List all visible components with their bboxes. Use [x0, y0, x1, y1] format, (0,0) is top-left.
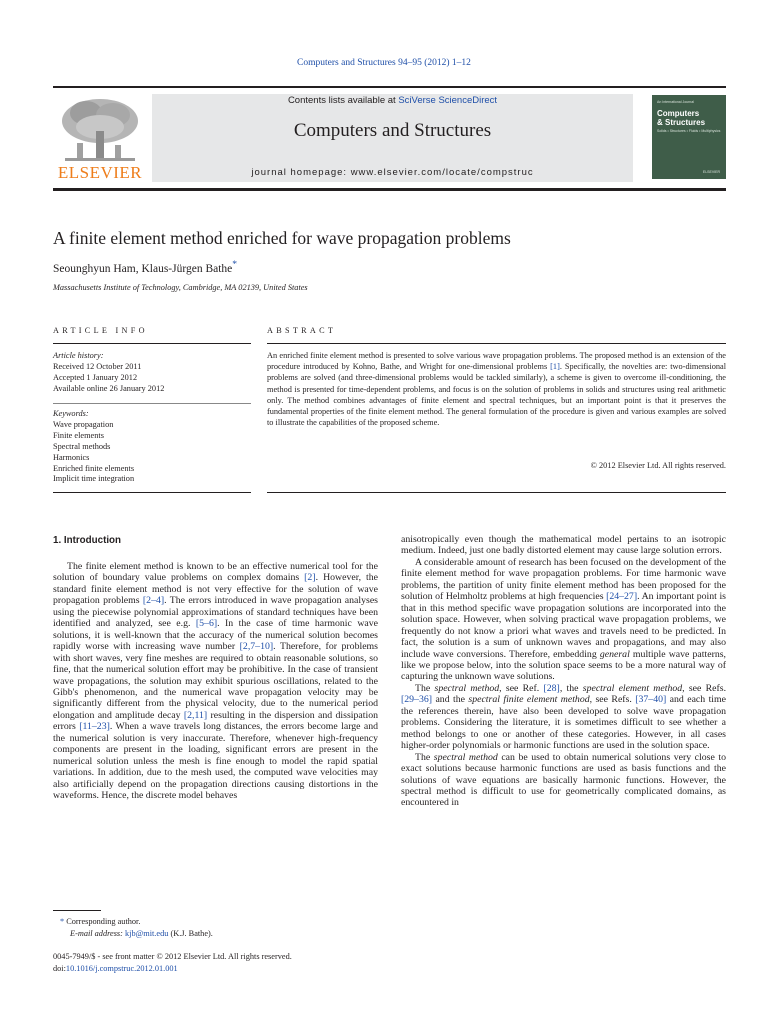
paragraph: [401, 752, 726, 809]
emphasis: spectral element method: [582, 682, 683, 694]
citation-link[interactable]: [2]: [304, 572, 316, 584]
cover-publisher: ELSEVIER: [702, 170, 720, 174]
email-suffix: (K.J. Bathe).: [168, 928, 213, 938]
citation-link[interactable]: [5–6]: [195, 618, 218, 630]
paragraph: [401, 534, 726, 557]
emphasis: spectral method: [433, 751, 498, 763]
doi-link[interactable]: 10.1016/j.compstruc.2012.01.001: [65, 963, 178, 973]
text-run: A considerable amount of research has been focused on the development of the finite element method for wave propagation problems. For time harmonic wave problems, the partition of unity finite element method has been proposed for the solution of Helmholtz problems at high frequencies: [401, 556, 726, 603]
article-title: A finite element method enriched for wave propagation problems: [53, 228, 511, 248]
text-run: The finite element method is known to be an effective numerical tool for the solution of boundary value problems on complex domains: [53, 561, 378, 584]
contents-prefix: Contents lists available at: [287, 95, 399, 106]
abstract-copyright: © 2012 Elsevier Ltd. All rights reserved.: [590, 461, 726, 470]
citation-link[interactable]: [24–27]: [606, 591, 638, 603]
issn-line: 0045-7949/$ - see front matter © 2012 Elsevier Ltd. All rights reserved.: [53, 952, 292, 961]
contents-line: [152, 95, 633, 106]
email-link[interactable]: kjb@mit.edu: [125, 928, 169, 938]
text-run: The: [415, 751, 434, 763]
footnote-mark: *: [60, 917, 65, 926]
doi-prefix: doi:: [53, 963, 66, 973]
text-run: , the: [559, 682, 583, 694]
emphasis: general: [599, 648, 630, 660]
cover-tagline: An International Journal: [657, 100, 694, 104]
text-run: multiple wave patterns, like we propose below, into the solution space seems to be a more natural way of capturing the unknown wave solutions.: [401, 648, 726, 683]
masthead-bottom-rule: [53, 188, 726, 191]
abstract-bottom-rule: [267, 492, 726, 493]
history-received: Received 12 October 2011: [53, 361, 142, 371]
history-accepted: Accepted 1 January 2012: [53, 372, 138, 382]
abstract-text: [267, 350, 726, 428]
text-run: . The errors introduced in wave propagation analyses using the piecewise polynomial approximations of standard techniques have been identified and analyzed, see e.g.: [53, 595, 378, 630]
history-label: Article history:: [53, 351, 104, 360]
cover-title-line1: Computers: [657, 109, 700, 118]
journal-homepage[interactable]: journal homepage: www.elsevier.com/locate/compstruc: [251, 167, 534, 178]
citation-link[interactable]: [37–40]: [635, 694, 667, 706]
text-run: , see Ref.: [499, 682, 544, 694]
text-run: and the: [432, 694, 469, 706]
history-online: Available online 26 January 2012: [53, 383, 165, 393]
cover-subtitle: Solids • Structures • Fluids • Multiphysics: [657, 129, 721, 133]
elsevier-wordmark: ELSEVIER: [57, 163, 143, 182]
article-info-bottom-rule: [53, 492, 251, 493]
cover-title: [657, 109, 705, 127]
email-label: E-mail address:: [70, 928, 125, 938]
abstract-heading: ABSTRACT: [267, 326, 337, 335]
text-run: . In the case of time harmonic wave solutions, it is well-known that the accuracy of the numerical solution becomes rapidly worse with increasing wave number: [53, 618, 378, 653]
keyword-item: Finite elements: [53, 430, 104, 440]
citation-link[interactable]: [2,11]: [183, 709, 208, 721]
keyword-item: Enriched finite elements: [53, 463, 135, 473]
footnote-rule: [53, 910, 101, 911]
keywords-label: Keywords:: [53, 409, 89, 418]
citation-link[interactable]: [2–4]: [142, 595, 165, 607]
emphasis: spectral method: [434, 682, 500, 694]
corresponding-author-mark[interactable]: *: [232, 259, 238, 270]
cover-title-line2: & Structures: [657, 118, 706, 127]
citation-link[interactable]: [1]: [550, 362, 560, 372]
journal-reference[interactable]: Computers and Structures 94–95 (2012) 1–12: [297, 58, 471, 68]
author-names: Seounghyun Ham, Klaus-Jürgen Bathe: [53, 262, 233, 275]
paragraph: [401, 557, 726, 683]
article-info-divider: [53, 403, 251, 404]
text-run: anisotropically even though the mathematical model pertains to an isotropic medium. Indeed, just one badly distorted element may cause large solution errors.: [401, 534, 726, 557]
abstract-rule: [267, 343, 726, 344]
article-authors: [53, 259, 237, 275]
publication-info: [53, 951, 453, 974]
text-run: . When a wave travels long distances, the errors become large and the numerical solution is very inaccurate. Therefore, whenever high-frequency components are present in the loading, significant errors are present in the numerical solution unless the mesh is fine enough to model the rapid spatial variations. In addition, due to the mesh used, the computed wave velocities may also artificially depend on the propagation directions causing distortions in the waveforms. Hence, the discrete model behaves: [53, 721, 379, 802]
masthead-top-rule: [53, 86, 726, 88]
article-history: [53, 351, 251, 395]
keyword-item: Implicit time integration: [53, 474, 135, 484]
doi-line: [53, 963, 453, 975]
sciencedirect-link[interactable]: SciVerse ScienceDirect: [398, 95, 498, 106]
text-run: , see Refs.: [682, 682, 727, 694]
elsevier-logo: [53, 95, 147, 183]
paragraph: [53, 561, 378, 802]
keyword-item: Wave propagation: [53, 419, 114, 429]
keyword-item: Harmonics: [53, 452, 90, 462]
text-run: resulting in the dispersion and dissipation errors: [53, 709, 378, 733]
article-info-rule: [53, 343, 251, 344]
abstract-part: . Specifically, the novelties are: two-dimensional problems are solved (and three-dimensional problems would be tackled similarly), a scheme is given to overcome ill-conditioning, the method is presented for time-dependent problems, and focus is on the solution of problems in solids and structures using real arithmetic only. The method combines advantages of finite element and spectral techniques, but an important point is that it preserves the fundamental properties of the finite element method. The general formulation of the procedure is given and various examples are solved to illustrate the capabilities of the proposed scheme.: [267, 362, 726, 428]
section-heading-introduction: 1. Introduction: [53, 535, 122, 546]
citation-link[interactable]: [11–23]: [79, 721, 110, 733]
citation-link[interactable]: [29–36]: [401, 694, 433, 706]
keyword-item: Spectral methods: [53, 441, 111, 451]
emphasis: spectral finite element method: [468, 694, 590, 706]
body-right-column: [401, 534, 726, 809]
body-left-column: [53, 561, 378, 802]
keywords: [53, 409, 251, 485]
journal-name: Computers and Structures: [293, 120, 492, 141]
text-run: The: [415, 682, 435, 694]
author-affiliation: Massachusetts Institute of Technology, Cambridge, MA 02139, United States: [53, 283, 308, 292]
journal-cover-thumbnail[interactable]: [652, 95, 726, 179]
text-run: , see Refs.: [589, 694, 636, 706]
text-run: and each time the references therein, have also been developed to solve wave propagation problems. Considering the literature, it is sometimes difficult to see whether a method belongs to one or another of these categories. However, in all cases higher-order polynomials or harmonic functions are used in the solution space.: [401, 694, 726, 752]
article-info-heading: ARTICLE INFO: [53, 326, 148, 335]
text-run: . However, the standard finite element method is not very effective for the solution of wave propagation problems: [53, 572, 378, 607]
elsevier-tree-icon: [53, 95, 147, 165]
citation-link[interactable]: [2,7–10]: [239, 641, 274, 653]
text-run: can be used to obtain numerical solutions very close to exact solutions because harmonic functions are used as basis functions and the solutions of wave equations are basically harmonic functions. However, the spectral method is difficult to use for geometrically complicated domains, as encountered in: [401, 751, 726, 809]
text-run: . Therefore, for problems with short waves, very fine meshes are required to obtain reasonable solutions, so fine, that the numerical solution effort may be prohibitive. In the case of transient wave propagations, the solution may exhibit spurious oscillations, related to the Gibb's phenomenon, and the numerical wave propagation velocity may be significantly different from the physical velocity, due to the numerical period elongation and amplitude decay: [53, 641, 378, 721]
text-run: . An important point is that in this method specific wave propagation solutions are incorporated into the solution space. However, when solving practical wave propagation problems, we frequently do not know a priori what waves and travels need to be predicted. In fact, the solution is a sum of unknown waves and propagations, and may also include wave conversions. Therefore, embedding: [401, 591, 726, 660]
paragraph: [401, 683, 726, 752]
footnote-text: Corresponding author.: [66, 917, 141, 926]
citation-link[interactable]: [28]: [543, 682, 560, 694]
footnote-line: [60, 916, 360, 928]
abstract-part: An enriched finite element method is presented to solve various wave propagation problems. The proposed method is an extension of the procedure introduced by Kohno, Bathe, and Wright for one-dimensional problems: [267, 351, 726, 372]
corresponding-author-footnote: [60, 916, 360, 939]
footnote-email-line: [60, 928, 360, 940]
